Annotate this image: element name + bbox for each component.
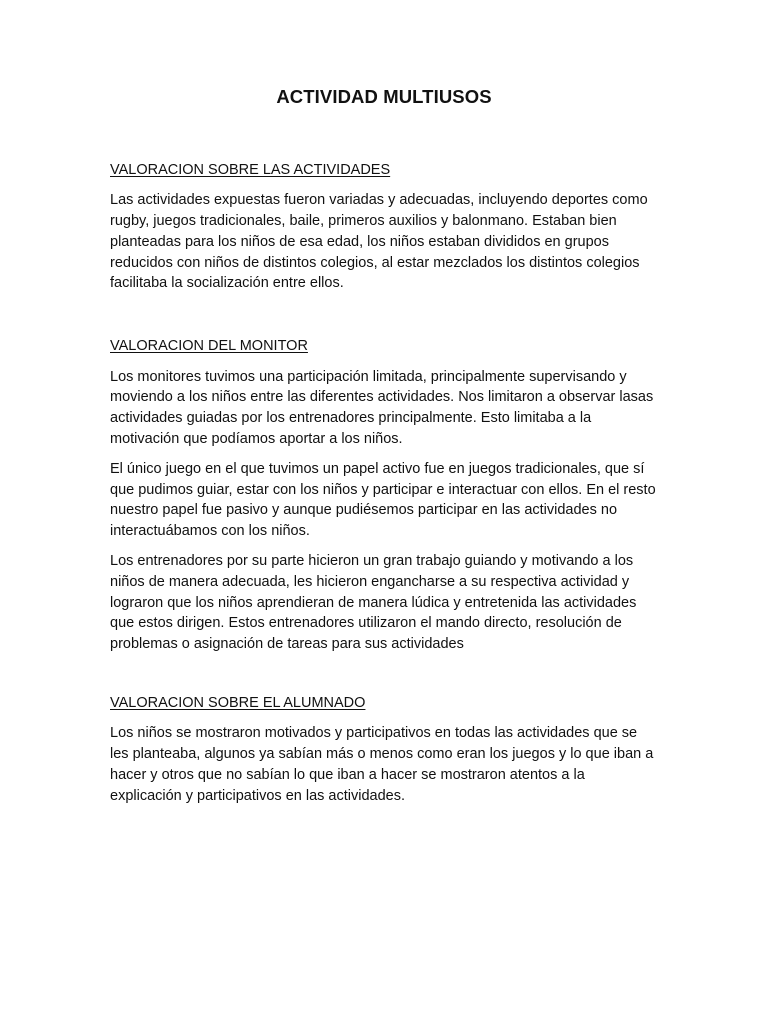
- section-heading-students: VALORACION SOBRE EL ALUMNADO: [110, 694, 366, 711]
- section-activities: [110, 160, 658, 294]
- section-heading-monitor: VALORACION DEL MONITOR: [110, 338, 308, 355]
- section-students: [110, 693, 658, 806]
- document-title: ACTIVIDAD MULTIUSOS: [276, 86, 492, 107]
- section-monitor: [110, 336, 658, 655]
- paragraph: El único juego en el que tuvimos un papel activo fue en juegos tradicionales, que sí que pudimos guiar, estar con los niños y participar e interactuar con ellos. En el resto nuestro papel fue pasivo y aunque pudiésemos participar en las actividades no interactuábamos con los niños.: [110, 460, 656, 540]
- section-heading-activities: VALORACION SOBRE LAS ACTIVIDADES: [110, 162, 391, 178]
- paragraph: Los monitores tuvimos una participación limitada, principalmente supervisando y moviendo a los niños entre las diferentes actividades. Nos limitaron a observar lasas actividades guiadas por los entrenadores principalmente. Esto limitaba a la motivación que podíamos aportar a los niños.: [110, 368, 654, 447]
- paragraph: Los niños se mostraron motivados y participativos en todas las actividades que se les planteaba, algunos ya sabían más o menos como eran los juegos y lo que iban a hacer y otros que no sabían lo que iban a hacer se mostraron atentos a la explicación y participativos en las actividades.: [110, 725, 654, 804]
- paragraph: Los entrenadores por su parte hicieron un gran trabajo guiando y motivando a los niños de manera adecuada, les hicieron engancharse a su respectiva actividad y lograron que los niños aprendieran de manera lúdica y entretenida las actividades que estos dirigen. Estos entrenadores utilizaron el mando directo, resolución de problemas o asignación de tareas para sus actividades: [110, 552, 637, 653]
- paragraph: Las actividades expuestas fueron variadas y adecuadas, incluyendo deportes como rugby, juegos tradicionales, baile, primeros auxilios y balonmano. Estaban bien planteadas para los niños de esa edad, los niños estaban divididos en grupos reducidos con niños de distintos colegios, al estar mezclados los distintos colegios facilitaba la socialización entre ellos.: [110, 192, 648, 292]
